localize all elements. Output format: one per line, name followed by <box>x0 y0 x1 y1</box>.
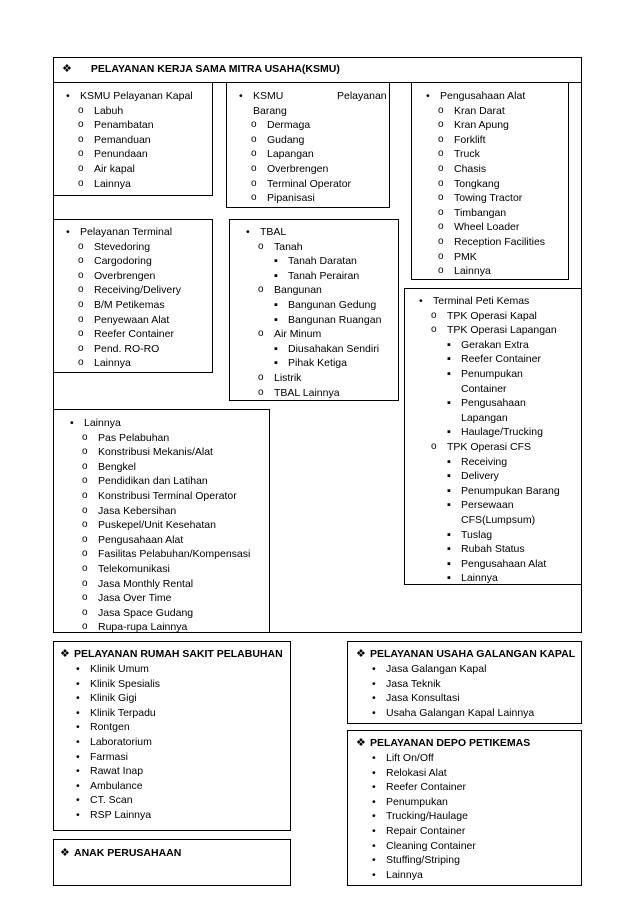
ksmu-terminal-box <box>53 219 213 373</box>
ksmu-alat-box <box>411 82 569 280</box>
ksmu-alat-item: o Timbangan <box>438 206 568 221</box>
tbal-bangunan-item: ▪ Bangunan Gedung <box>272 298 398 313</box>
petikemas-label: • Terminal Peti Kemas <box>415 294 581 309</box>
ksmu-petikemas-box <box>404 288 582 585</box>
rumah-sakit-item: • Rontgen <box>72 720 290 735</box>
ksmu-barang-box <box>226 82 390 208</box>
depo-list <box>368 751 581 882</box>
ksmu-terminal-item: o Lainnya <box>78 356 212 371</box>
ksmu-alat-item: o Forklift <box>438 133 568 148</box>
ksmu-alat-label: • Pengusahaan Alat <box>422 89 568 104</box>
ksmu-terminal-item: o Overbrengen <box>78 269 212 284</box>
tbal-air-item: ▪ Pihak Ketiga <box>272 356 398 371</box>
ksmu-barang-item: o Dermaga <box>251 118 389 133</box>
ksmu-kapal-box <box>53 82 213 196</box>
tbal-listrik: o Listrik <box>258 371 398 386</box>
lainnya-item: o Bengkel <box>82 460 269 475</box>
ksmu-kapal-item: o Penambatan <box>78 118 212 133</box>
ksmu-barang-item: o Terminal Operator <box>251 177 389 192</box>
rumah-sakit-item: • CT. Scan <box>72 793 290 808</box>
ksmu-terminal-label: • Pelayanan Terminal <box>62 225 212 240</box>
rumah-sakit-item: • Ambulance <box>72 779 290 794</box>
rumah-sakit-item: • Farmasi <box>72 750 290 765</box>
ksmu-terminal-item: o Pend. RO-RO <box>78 342 212 357</box>
depo-item: • Reefer Container <box>368 780 581 795</box>
ksmu-barang-list <box>251 118 389 206</box>
tpk-lapangan-item: ▪ Reefer Container <box>445 352 565 367</box>
ksmu-kapal-item: o Pemanduan <box>78 133 212 148</box>
tpk-lapangan-item: ▪ Haulage/Trucking <box>445 425 565 440</box>
petikemas-list <box>431 309 581 586</box>
anak-perusahaan-box <box>53 839 291 886</box>
rumah-sakit-item: • Klinik Gigi <box>72 691 290 706</box>
lainnya-item: o Pendidikan dan Latihan <box>82 474 269 489</box>
tpk-cfs-item: ▪ Tuslag <box>445 528 569 543</box>
ksmu-alat-item: o Towing Tractor <box>438 191 568 206</box>
depo-item: • Lainnya <box>368 868 581 883</box>
diamond-bullet-icon: ❖ <box>62 63 72 75</box>
galangan-item: • Usaha Galangan Kapal Lainnya <box>368 706 581 721</box>
lainnya-item: o Pengusahaan Alat <box>82 533 269 548</box>
tbal-label: • TBAL <box>242 225 398 240</box>
galangan-item: • Jasa Konsultasi <box>368 691 581 706</box>
ksmu-alat-item: o Kran Darat <box>438 104 568 119</box>
tpk-cfs-item: ▪ Pengusahaan Alat <box>445 557 569 572</box>
tpk-lapangan-item: ▪ Gerakan Extra <box>445 338 565 353</box>
tbal-bangunan-label: o Bangunan <box>258 283 398 298</box>
tbal-bangunan-list <box>272 298 398 327</box>
tpk-cfs-item: ▪ Delivery <box>445 469 569 484</box>
ksmu-alat-item: o Lainnya <box>438 264 568 279</box>
tbal-lainnya: o TBAL Lainnya <box>258 386 398 401</box>
ksmu-kapal-label: • KSMU Pelayanan Kapal <box>62 89 212 104</box>
rumah-sakit-item: • Klinik Umum <box>72 662 290 677</box>
rumah-sakit-list <box>72 662 290 823</box>
depo-item: • Penumpukan <box>368 795 581 810</box>
ksmu-alat-item: o Chasis <box>438 162 568 177</box>
tbal-air-label: o Air Minum <box>258 327 398 342</box>
rumah-sakit-item: • Klinik Terpadu <box>72 706 290 721</box>
tbal-tanah-item: ▪ Tanah Daratan <box>272 254 398 269</box>
depo-item: • Trucking/Haulage <box>368 809 581 824</box>
ksmu-barang-item: o Pipanisasi <box>251 191 389 206</box>
ksmu-alat-item: o Reception Facilities <box>438 235 568 250</box>
ksmu-alat-item: o Kran Apung <box>438 118 568 133</box>
depo-item: • Repair Container <box>368 824 581 839</box>
depo-item: • Stuffing/Striping <box>368 853 581 868</box>
lainnya-item: o Telekomunikasi <box>82 562 269 577</box>
depo-title-row <box>356 736 581 750</box>
tpk-cfs-label: o TPK Operasi CFS <box>431 440 581 455</box>
ksmu-alat-item: o Wheel Loader <box>438 220 568 235</box>
ksmu-barang-label-b: Pelayanan <box>337 90 387 102</box>
ksmu-lainnya-box <box>53 409 270 633</box>
lainnya-item: o Konstribusi Terminal Operator <box>82 489 269 504</box>
lainnya-list <box>82 431 269 635</box>
tpk-cfs-item: ▪ Rubah Status <box>445 542 569 557</box>
tpk-kapal: o TPK Operasi Kapal <box>431 309 581 324</box>
galangan-box <box>347 641 582 724</box>
diamond-bullet-icon: ❖ <box>356 737 366 749</box>
tpk-cfs-item: ▪ Persewaan CFS(Lumpsum) <box>445 498 569 527</box>
ksmu-alat-item: o PMK <box>438 250 568 265</box>
lainnya-item: o Fasilitas Pelabuhan/Kompensasi <box>82 547 269 562</box>
rumah-sakit-item: • Rawat Inap <box>72 764 290 779</box>
lainnya-item: o Jasa Kebersihan <box>82 504 269 519</box>
ksmu-barang-item: o Gudang <box>251 133 389 148</box>
lainnya-item: o Rupa-rupa Lainnya <box>82 620 269 635</box>
diamond-bullet-icon: ❖ <box>60 648 70 660</box>
ksmu-kapal-item: o Lainnya <box>78 177 212 192</box>
ksmu-title-row <box>62 62 340 76</box>
ksmu-barang-item: o Overbrengen <box>251 162 389 177</box>
tpk-cfs-item: ▪ Penumpukan Barang <box>445 484 569 499</box>
ksmu-terminal-item: o Stevedoring <box>78 240 212 255</box>
lainnya-item: o Jasa Monthly Rental <box>82 577 269 592</box>
lainnya-item: o Konstribusi Mekanis/Alat <box>82 445 269 460</box>
tbal-air-list <box>272 342 398 371</box>
ksmu-terminal-list <box>78 240 212 371</box>
ksmu-kapal-list <box>78 104 212 192</box>
ksmu-terminal-item: o Penyewaan Alat <box>78 313 212 328</box>
tbal-tanah-list <box>272 254 398 283</box>
rumah-sakit-item: • Laboratorium <box>72 735 290 750</box>
ksmu-barang-label-c: Barang <box>253 104 287 117</box>
tpk-cfs-item: ▪ Receiving <box>445 455 569 470</box>
ksmu-alat-item: o Truck <box>438 147 568 162</box>
rumah-sakit-item: • Klinik Spesialis <box>72 677 290 692</box>
rumah-sakit-title: PELAYANAN RUMAH SAKIT PELABUHAN <box>74 648 283 660</box>
ksmu-kapal-item: o Air kapal <box>78 162 212 177</box>
galangan-title: PELAYANAN USAHA GALANGAN KAPAL <box>370 648 576 660</box>
lainnya-item: o Jasa Space Gudang <box>82 606 269 621</box>
tbal-list <box>258 240 398 401</box>
galangan-item: • Jasa Teknik <box>368 677 581 692</box>
galangan-list <box>368 662 581 720</box>
lainnya-item: o Puskepel/Unit Kesehatan <box>82 518 269 533</box>
depo-item: • Cleaning Container <box>368 839 581 854</box>
ksmu-terminal-item: o Receiving/Delivery <box>78 283 212 298</box>
rumah-sakit-item: • RSP Lainnya <box>72 808 290 823</box>
ksmu-barang-label-a: KSMU <box>253 90 284 102</box>
tpk-lapangan-label: o TPK Operasi Lapangan <box>431 323 581 338</box>
ksmu-terminal-item: o Reefer Container <box>78 327 212 342</box>
tbal-air-item: ▪ Diusahakan Sendiri <box>272 342 398 357</box>
ksmu-terminal-item: o B/M Petikemas <box>78 298 212 313</box>
ksmu-barang-item: o Lapangan <box>251 147 389 162</box>
anak-perusahaan-title-row <box>60 846 290 860</box>
diamond-bullet-icon: ❖ <box>356 648 366 660</box>
depo-item: • Relokasi Alat <box>368 766 581 781</box>
galangan-title-row <box>356 647 581 661</box>
tbal-tanah-label: o Tanah <box>258 240 398 255</box>
ksmu-terminal-item: o Cargodoring <box>78 254 212 269</box>
ksmu-tbal-box <box>229 219 399 401</box>
ksmu-alat-list <box>438 104 568 279</box>
ksmu-kapal-item: o Labuh <box>78 104 212 119</box>
galangan-item: • Jasa Galangan Kapal <box>368 662 581 677</box>
rumah-sakit-title-row <box>60 647 290 661</box>
lainnya-item: o Pas Pelabuhan <box>82 431 269 446</box>
tbal-tanah-item: ▪ Tanah Perairan <box>272 269 398 284</box>
ksmu-alat-item: o Tongkang <box>438 177 568 192</box>
rumah-sakit-box <box>53 641 291 831</box>
ksmu-title: PELAYANAN KERJA SAMA MITRA USAHA(KSMU) <box>90 63 340 75</box>
anak-perusahaan-title: ANAK PERUSAHAAN <box>74 847 182 859</box>
ksmu-barang-label <box>235 89 389 104</box>
tpk-lapangan-item: ▪ Pengusahaan Lapangan <box>445 396 565 425</box>
tpk-cfs-list <box>445 455 569 586</box>
diamond-bullet-icon: ❖ <box>60 847 70 859</box>
ksmu-kapal-item: o Penundaan <box>78 147 212 162</box>
depo-title: PELAYANAN DEPO PETIKEMAS <box>370 737 531 749</box>
tpk-lapangan-item: ▪ Penumpukan Container <box>445 367 565 396</box>
tpk-lapangan-list <box>445 338 565 440</box>
depo-box <box>347 730 582 886</box>
lainnya-label: • Lainnya <box>66 416 269 431</box>
tbal-bangunan-item: ▪ Bangunan Ruangan <box>272 313 398 328</box>
tpk-cfs-item: ▪ Lainnya <box>445 571 569 586</box>
lainnya-item: o Jasa Over Time <box>82 591 269 606</box>
depo-item: • Lift On/Off <box>368 751 581 766</box>
